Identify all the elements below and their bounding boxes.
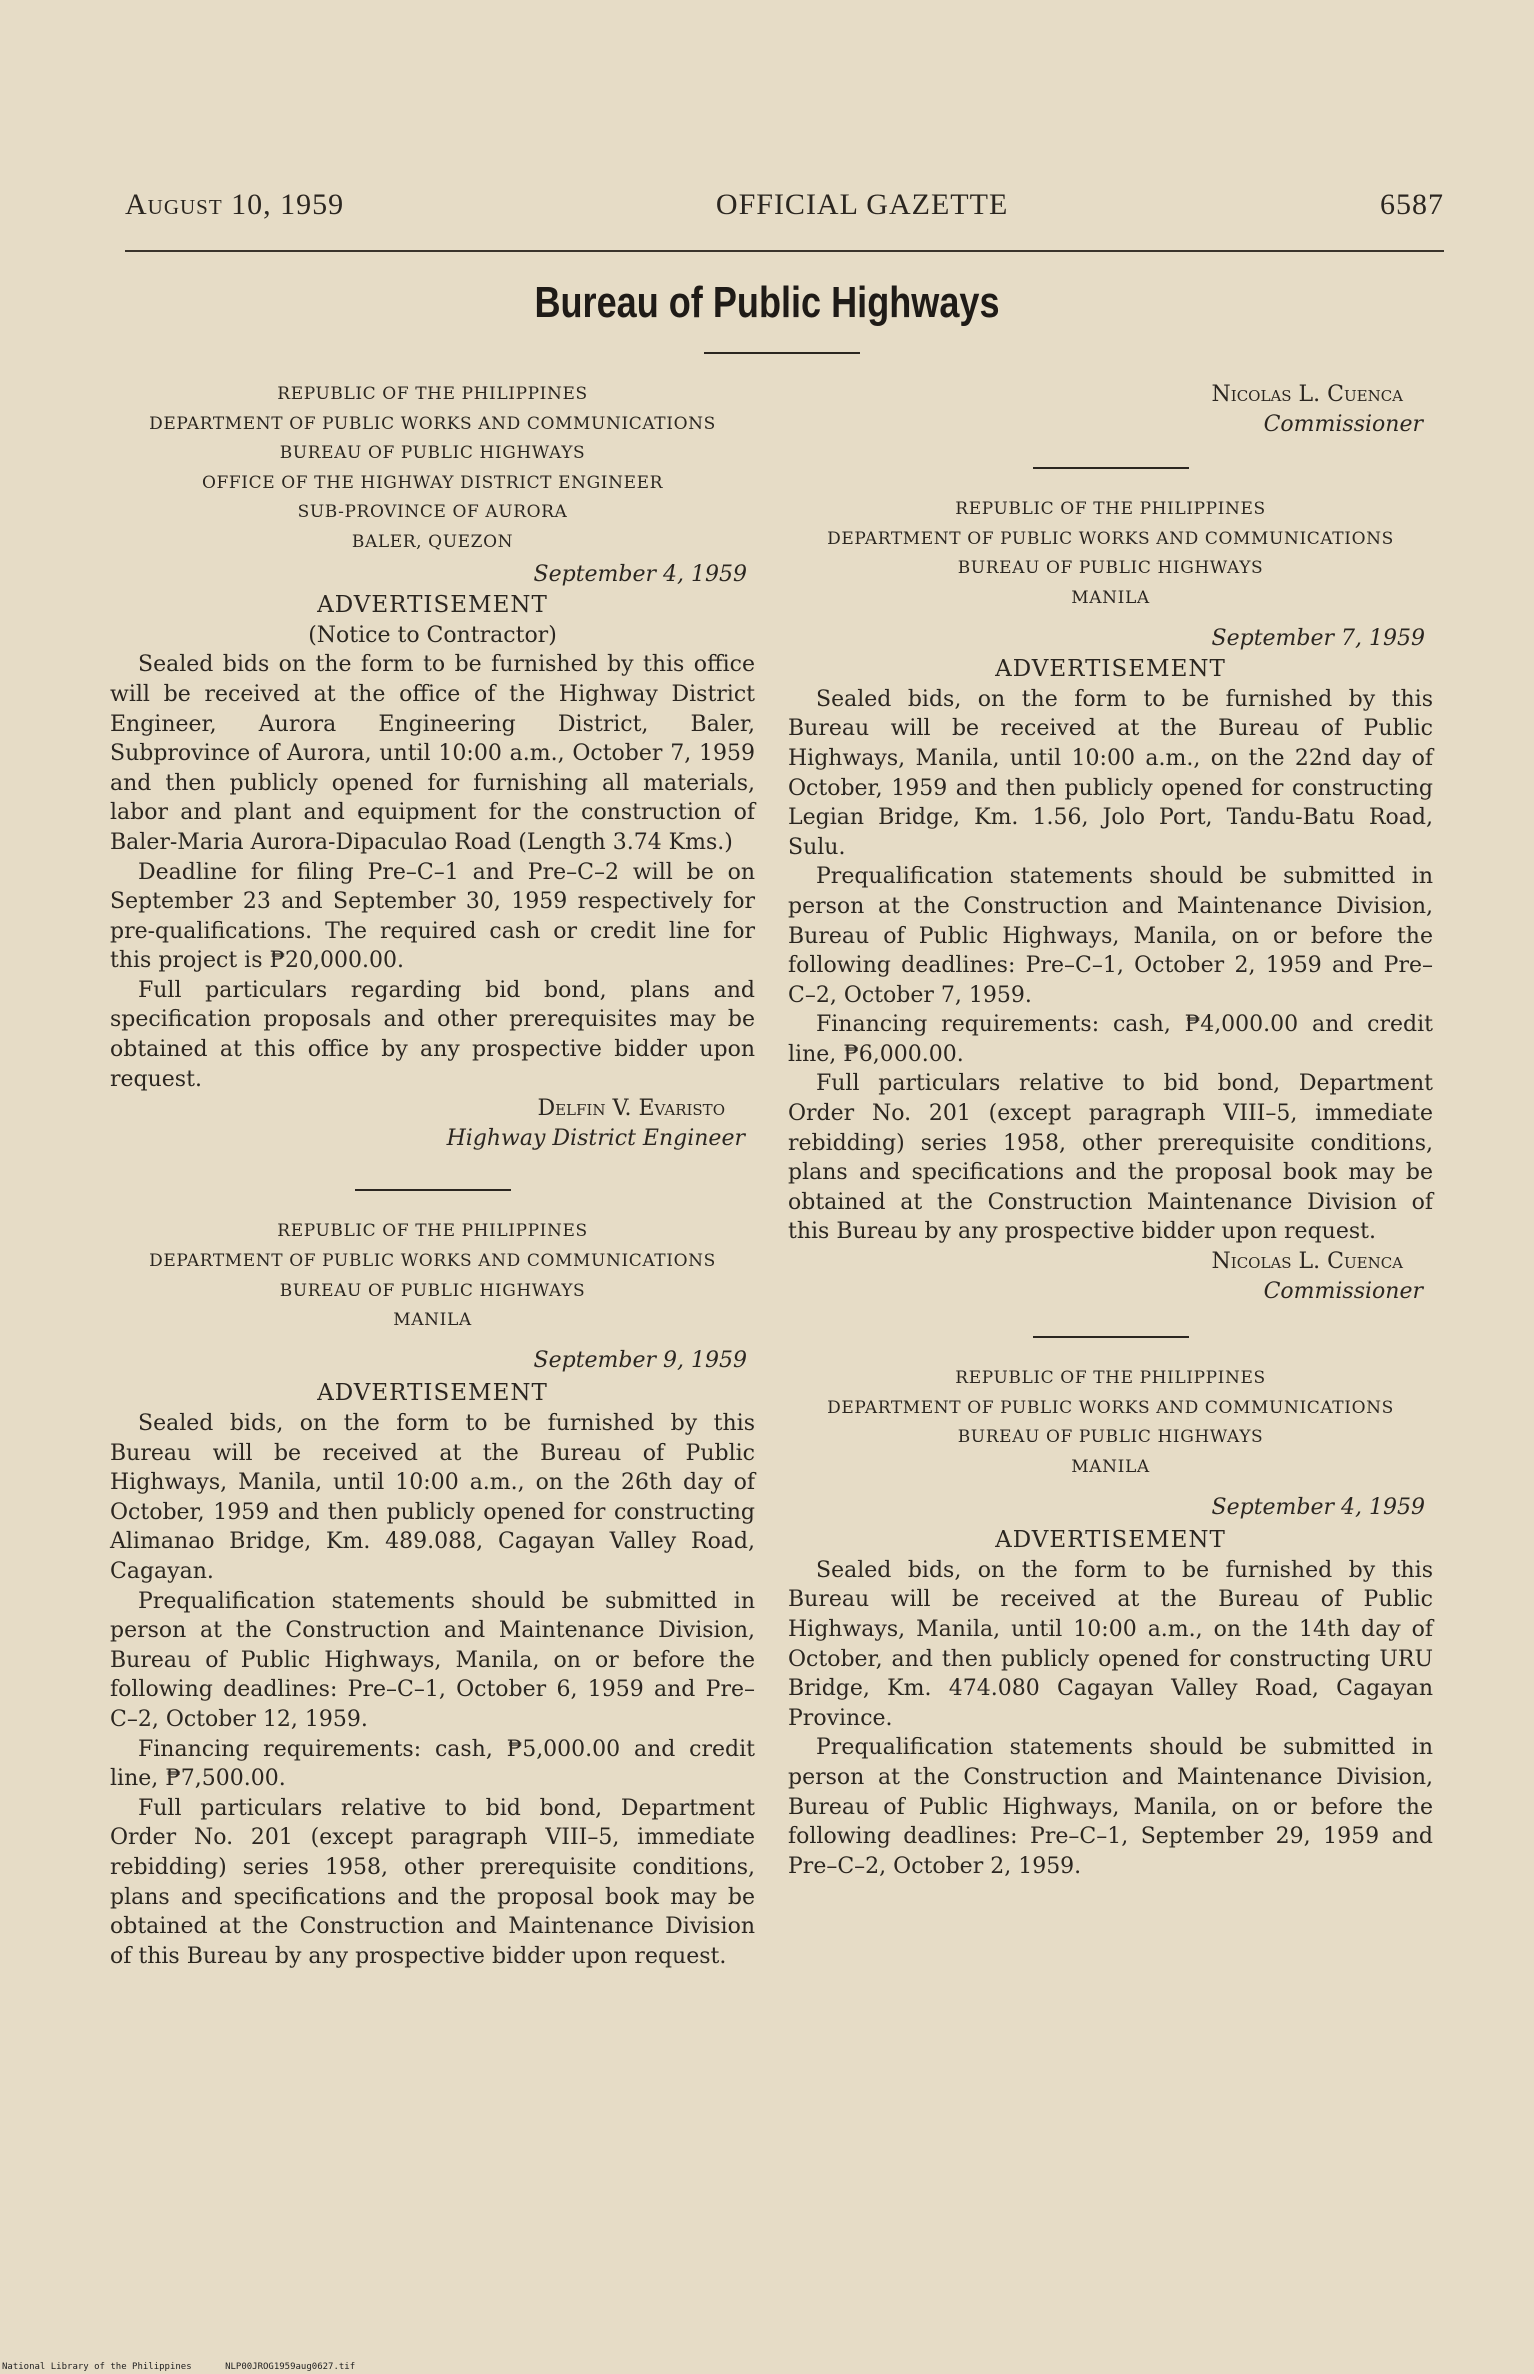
section-title: Bureau of Public Highways [534,278,1000,327]
notice-separator [1033,467,1189,469]
ministry-line: DEPARTMENT OF PUBLIC WORKS AND COMMUNICATIONS [149,413,716,434]
page-header [125,188,1444,222]
page-number: 6587 [1380,188,1444,221]
notice-date: September 7, 1959 [1211,625,1425,651]
notice-paragraph: Sealed bids, on the form to be furnished by this Bureau will be received at the Bureau of Public Highways, Manila, until 10:00 a.m., on the 14th day of October, and then publicly opened for constructing URU Bridge, Km. 474.080 Cagayan Valley Road, Cagayan Province. [788,1557,1433,1731]
notice-title: ADVERTISEMENT [317,1380,548,1407]
notice-title: ADVERTISEMENT [995,1527,1226,1554]
ministry-line: DEPARTMENT OF PUBLIC WORKS AND COMMUNICATIONS [827,528,1394,549]
signatory-title: Commissioner [1263,1278,1423,1304]
ministry-line: DEPARTMENT OF PUBLIC WORKS AND COMMUNICATIONS [827,1397,1394,1418]
notice-title: ADVERTISEMENT [995,656,1226,683]
ministry-line: BUREAU OF PUBLIC HIGHWAYS [279,443,586,464]
notice-paragraph: Financing requirements: cash, ₱4,000.00 and credit line, ₱6,000.00. [788,1012,1433,1067]
notice-aurora [110,380,755,1153]
left-column [110,380,755,1971]
ministry-line: REPUBLIC OF THE PHILIPPINES [955,499,1266,520]
signatory-title: Commissioner [1263,411,1423,437]
ministry-line: MANILA [393,1310,472,1331]
notice-paragraph: Prequalification statements should be submitted in person at the Construction and Maintenance Division, Bureau of Public Highways, Manila, on or before the following deadlines: Pre–C–1, October 6, 1959 and Pre–C–2, October 12, 1959. [110,1588,755,1732]
notice-paragraph: Financing requirements: cash, ₱5,000.00 and credit line, ₱7,500.00. [110,1736,755,1792]
publication-name: OFFICIAL GAZETTE [715,188,1009,221]
signature-block [788,380,1423,439]
notice-legian [788,495,1433,1306]
title-rule [704,352,860,354]
notice-paragraph: Prequalification statements should be submitted in person at the Construction and Maintenance Division, Bureau of Public Highways, Manila, on or before the following deadlines: Pre–C–1, October 2, 1959 and Pre–C–2, October 7, 1959. [788,864,1433,1008]
right-column [788,380,1433,1881]
notice-paragraph: Full particulars relative to bid bond, Department Order No. 201 (except paragraph VIII–5, immediate rebidding) series 1958, other prerequisite conditions, plans and specifications and the proposal book may be obtained at the Construction Maintenance Division of this Bureau by any prospective bidder upon request. [788,1071,1433,1245]
signatory-name: Delfin V. Evaristo [537,1096,725,1122]
ministry-line: OFFICE OF THE HIGHWAY DISTRICT ENGINEER [201,472,664,493]
notice-paragraph: Sealed bids, on the form to be furnished by this Bureau will be received at the Bureau of Public Highways, Manila, until 10:00 a.m., on the 22nd day of October, 1959 and then publicly opened for constructing Legian Bridge, Km. 1.56, Jolo Port, Tandu-Batu Road, Sulu. [788,686,1433,860]
notice-separator [355,1189,511,1191]
notice-paragraph: Sealed bids, on the form to be furnished by this Bureau will be received at the Bureau of Public Highways, Manila, until 10:00 a.m., on the 26th day of October, 1959 and then publicly opened for constructing Alimanao Bridge, Km. 489.088, Cagayan Valley Road, Cagayan. [110,1411,755,1584]
ministry-line: BUREAU OF PUBLIC HIGHWAYS [279,1280,586,1301]
notice-date: September 9, 1959 [533,1347,747,1373]
ministry-line: BUREAU OF PUBLIC HIGHWAYS [957,1427,1264,1448]
notice-separator [1033,1336,1189,1338]
notice-uru [788,1364,1433,1881]
footer-library: National Library of the Philippines [2,2362,192,2372]
notice-alimanao [110,1217,755,1971]
ministry-line: BUREAU OF PUBLIC HIGHWAYS [957,558,1264,579]
ministry-line: MANILA [1071,1457,1150,1477]
signatory-name: Nicolas L. Cuenca [1211,382,1403,407]
issue-date: August 10, 1959 [125,188,345,221]
notice-paragraph: Deadline for filing Pre–C–1 and Pre–C–2 will be on September 23 and September 30, 1959 respectively for pre-qualifications. The required cash or credit line for this project is ₱20,000.00. [110,859,755,974]
ministry-line: BALER, QUEZON [351,531,514,552]
notice-paragraph: Sealed bids on the form to be furnished by this office will be received at the office of the Highway District Engineer, Aurora Engineering District, Baler, Subprovince of Aurora, until 10:00 a.m., October 7, 1959 and then publicly opened for furnishing all materials, labor and plant and equipment for the construction of Baler-Maria Aurora-Dipaculao Road (Length 3.74 Kms.) [110,652,755,855]
notice-paragraph: Full particulars regarding bid bond, plans and specification proposals and other prerequisites may be obtained at this office by any prospective bidder upon request. [110,977,755,1092]
ministry-line: REPUBLIC OF THE PHILIPPINES [277,1221,588,1242]
signatory-name: Nicolas L. Cuenca [1211,1249,1403,1275]
ministry-line: DEPARTMENT OF PUBLIC WORKS AND COMMUNICATIONS [149,1251,716,1272]
notice-paragraph: Full particulars relative to bid bond, Department Order No. 201 (except paragraph VIII–5, immediate rebidding) series 1958, other prerequisite conditions, plans and specifications and the proposal book may be obtained at the Construction and Maintenance Division of this Bureau by any prospective bidder upon request. [110,1795,755,1969]
signature-block [110,1094,745,1153]
notice-date: September 4, 1959 [1211,1494,1425,1520]
ministry-line: MANILA [1071,587,1150,608]
notice-title: ADVERTISEMENT [317,592,548,619]
notice-header [788,1364,1433,1482]
ministry-line: REPUBLIC OF THE PHILIPPINES [955,1368,1266,1389]
header-rule [125,250,1444,252]
ministry-line: REPUBLIC OF THE PHILIPPINES [277,384,588,404]
notice-date: September 4, 1959 [533,561,747,587]
signature-block [788,1247,1423,1306]
signatory-title: Highway District Engineer [446,1125,745,1151]
notice-header [110,1217,755,1335]
notice-header [110,380,755,558]
notice-header [788,495,1433,613]
notice-subtitle: (Notice to Contractor) [308,622,557,648]
footer-file: NLP00JROG1959aug0627.tif [225,2362,356,2372]
ministry-line: SUB-PROVINCE OF AURORA [297,502,568,523]
scan-footer [2,2362,383,2372]
notice-paragraph: Prequalification statements should be submitted in person at the Construction and Maintenance Division, Bureau of Public Highways, Manila, on or before the following deadlines: Pre–C–1, September 29, 1959 and Pre–C–2, October 2, 1959. [788,1735,1433,1879]
